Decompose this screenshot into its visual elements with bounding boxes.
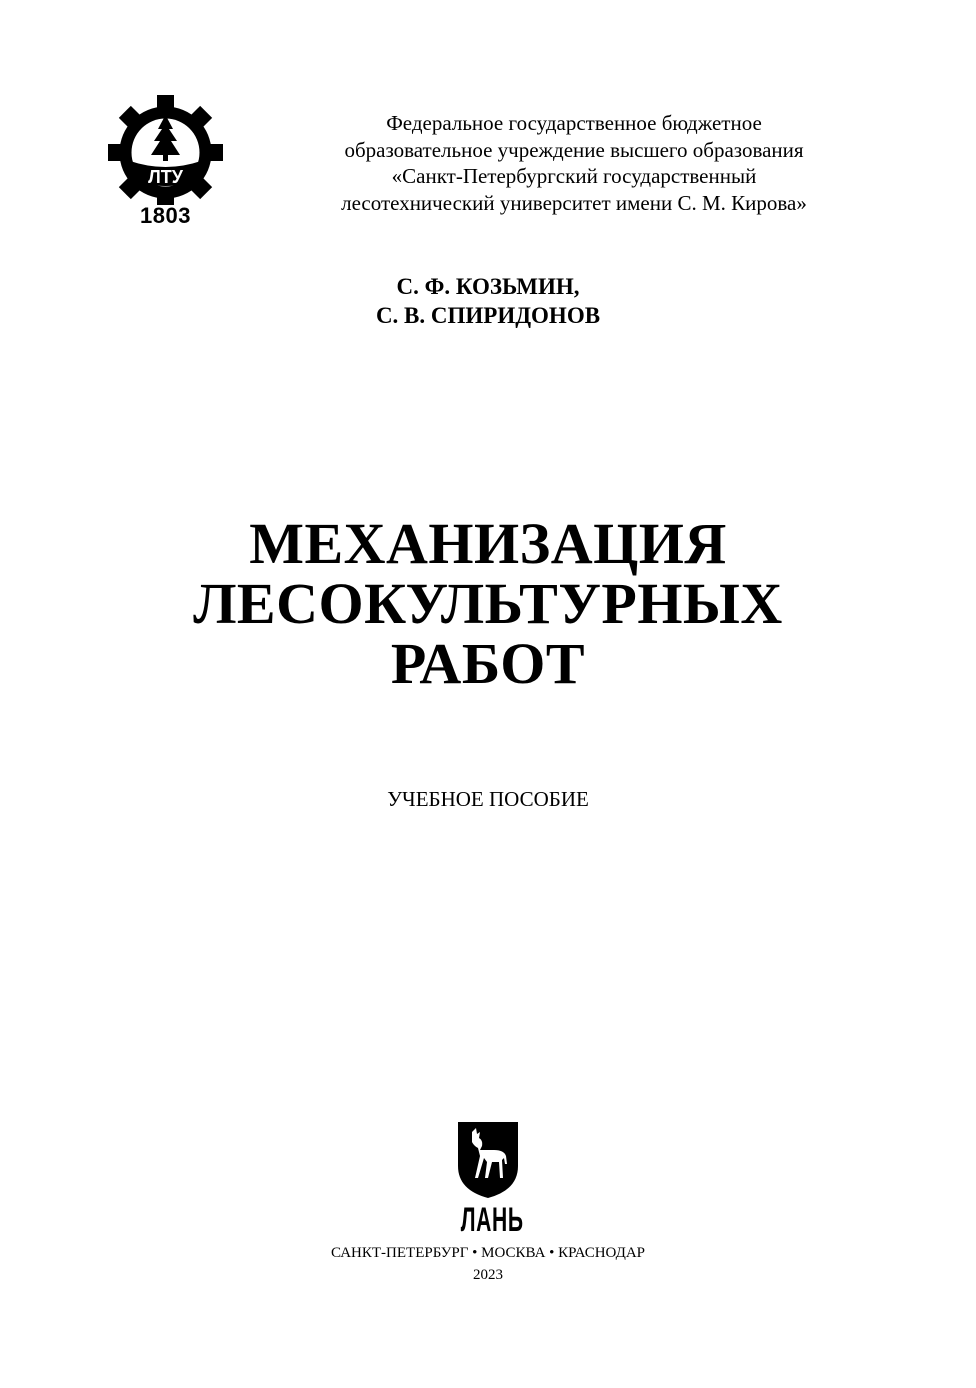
- title-line: ЛЕСОКУЛЬТУРНЫХ: [193, 571, 783, 636]
- logo-year: 1803: [140, 203, 191, 228]
- logo-abbr: ЛТУ: [148, 167, 183, 187]
- doe-icon: [454, 1120, 522, 1200]
- publication-year: 2023: [473, 1267, 503, 1283]
- title-line: РАБОТ: [390, 631, 586, 696]
- university-logo: [108, 95, 223, 235]
- book-title: [0, 511, 976, 696]
- institution-line: Федеральное государственное бюджетное: [386, 111, 762, 135]
- title-line: МЕХАНИЗАЦИЯ: [249, 511, 727, 576]
- gear-tree-icon: [108, 95, 223, 205]
- institution-line: образовательное учреждение высшего образования: [344, 137, 804, 162]
- author-name: С. В. СПИРИДОНОВ: [375, 303, 601, 328]
- publisher-name: ЛАНЬ: [460, 1201, 524, 1239]
- book-type: УЧЕБНОЕ ПОСОБИЕ: [387, 787, 589, 811]
- institution-line: «Санкт-Петербургский государственный: [391, 164, 757, 188]
- institution-line: лесотехнический университет имени С. М. Кирова»: [341, 190, 807, 215]
- author-name: С. Ф. КОЗЬМИН,: [396, 274, 580, 299]
- institution-name: [300, 110, 848, 216]
- publisher-cities: САНКТ-ПЕТЕРБУРГ • МОСКВА • КРАСНОДАР: [330, 1245, 646, 1261]
- authors: [0, 272, 976, 330]
